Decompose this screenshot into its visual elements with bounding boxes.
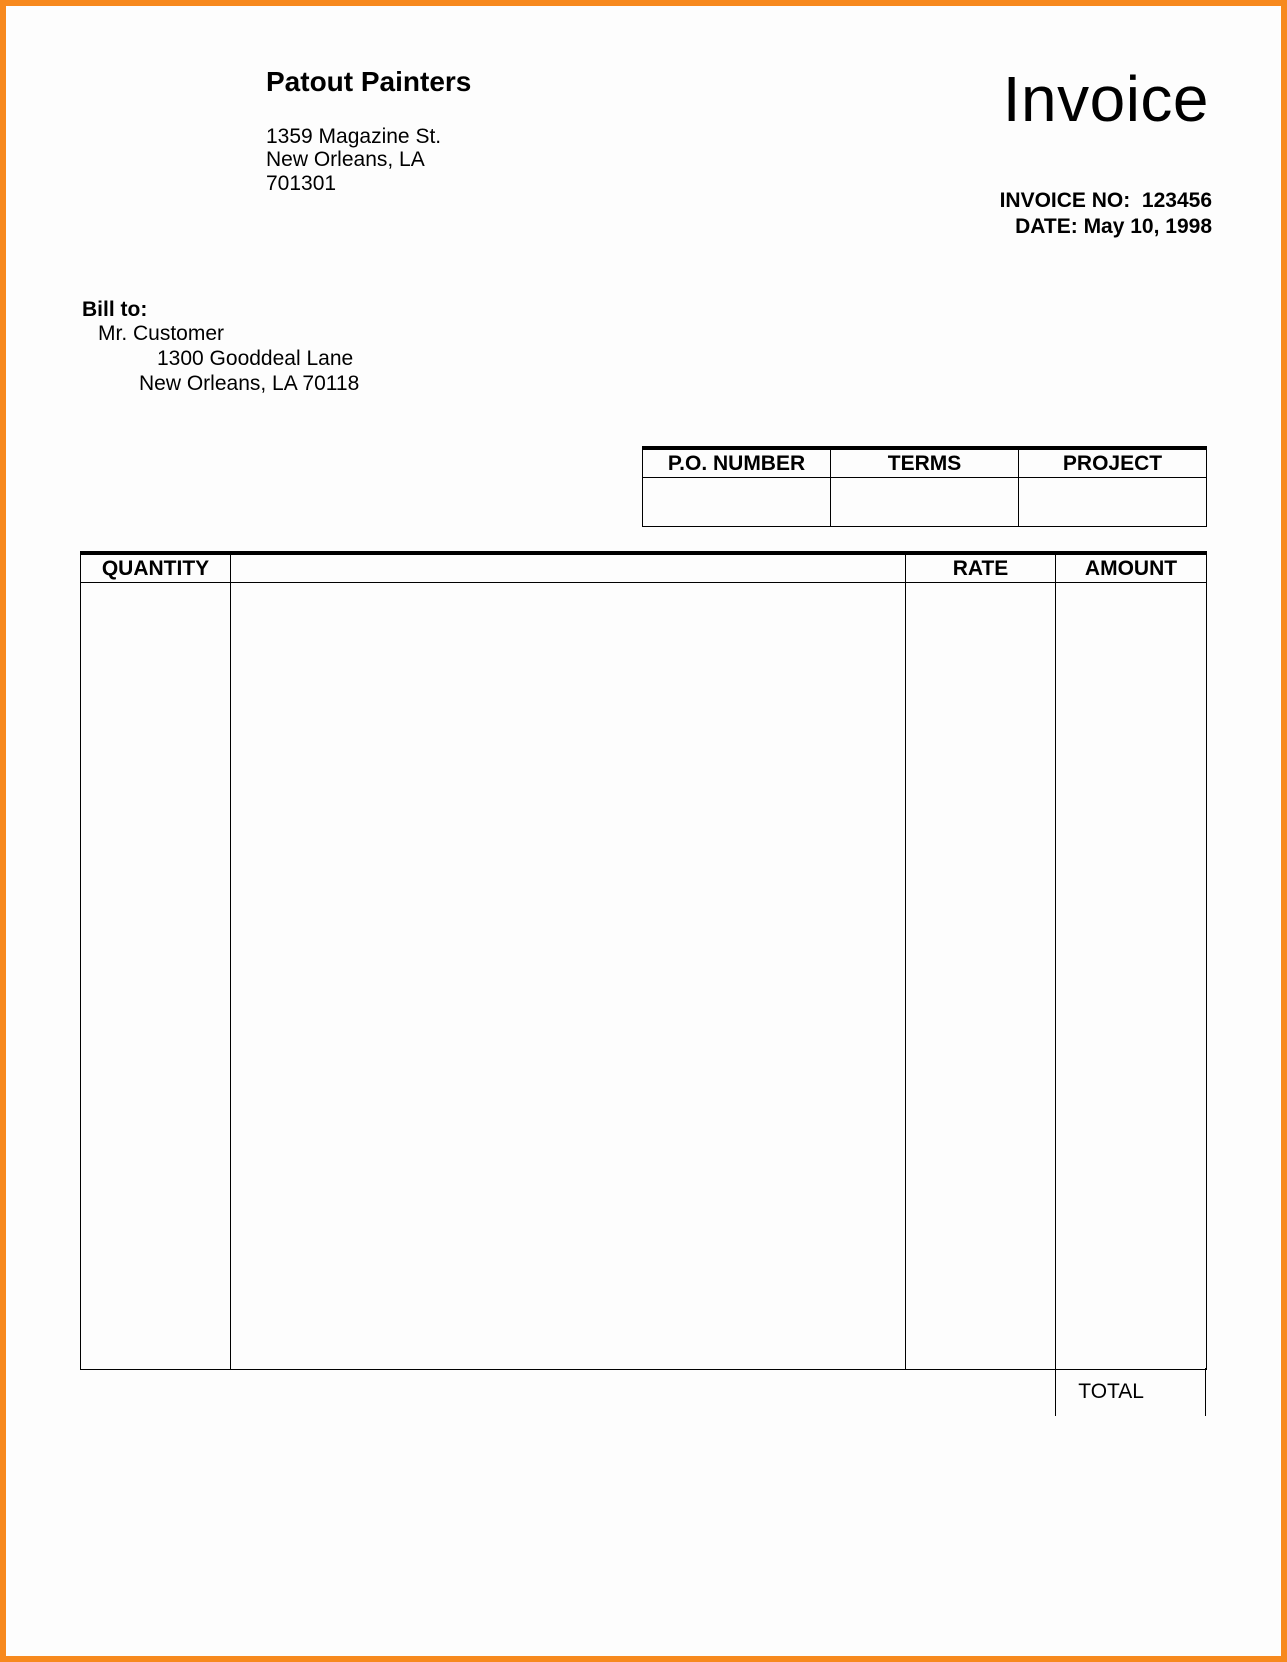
invoice-date-value: May 10, 1998 — [1083, 215, 1212, 238]
po-table-row — [643, 478, 1207, 527]
po-table — [642, 446, 1207, 527]
invoice-number — [1000, 189, 1212, 213]
terms-header: TERMS — [831, 448, 1019, 478]
terms-cell — [831, 478, 1019, 527]
bill-to-label: Bill to: — [82, 298, 148, 321]
document-title: Invoice — [1002, 63, 1209, 135]
project-header: PROJECT — [1019, 448, 1207, 478]
amount-header: AMOUNT — [1056, 553, 1207, 583]
company-address-line1: 1359 Magazine St. — [266, 125, 442, 148]
quantity-column — [81, 583, 231, 1370]
total-value-box — [1055, 1368, 1206, 1416]
items-table-header-row — [81, 553, 1207, 583]
company-address-line2: New Orleans, LA — [266, 148, 425, 171]
total-label: TOTAL — [1078, 1380, 1144, 1403]
po-number-cell — [643, 478, 831, 527]
amount-column — [1056, 583, 1207, 1370]
company-name: Patout Painters — [266, 66, 472, 97]
invoice-date-label: DATE: — [1015, 215, 1078, 238]
rate-column — [906, 583, 1056, 1370]
rate-header: RATE — [906, 553, 1056, 583]
items-table-body-row — [81, 583, 1207, 1370]
company-address-line3: 701301 — [266, 172, 337, 195]
invoice-date — [1015, 215, 1212, 239]
po-table-header-row — [643, 448, 1207, 478]
description-header — [231, 553, 906, 583]
items-table — [80, 551, 1207, 1370]
invoice-number-label: INVOICE NO: — [999, 189, 1131, 212]
po-number-header: P.O. NUMBER — [643, 448, 831, 478]
invoice-number-value: 123456 — [1141, 189, 1212, 212]
description-column — [231, 583, 906, 1370]
bill-to-line1: Mr. Customer — [98, 322, 225, 345]
quantity-header: QUANTITY — [81, 553, 231, 583]
bill-to-line2: 1300 Gooddeal Lane — [157, 347, 354, 370]
bill-to-line3: New Orleans, LA 70118 — [139, 372, 360, 395]
project-cell — [1019, 478, 1207, 527]
